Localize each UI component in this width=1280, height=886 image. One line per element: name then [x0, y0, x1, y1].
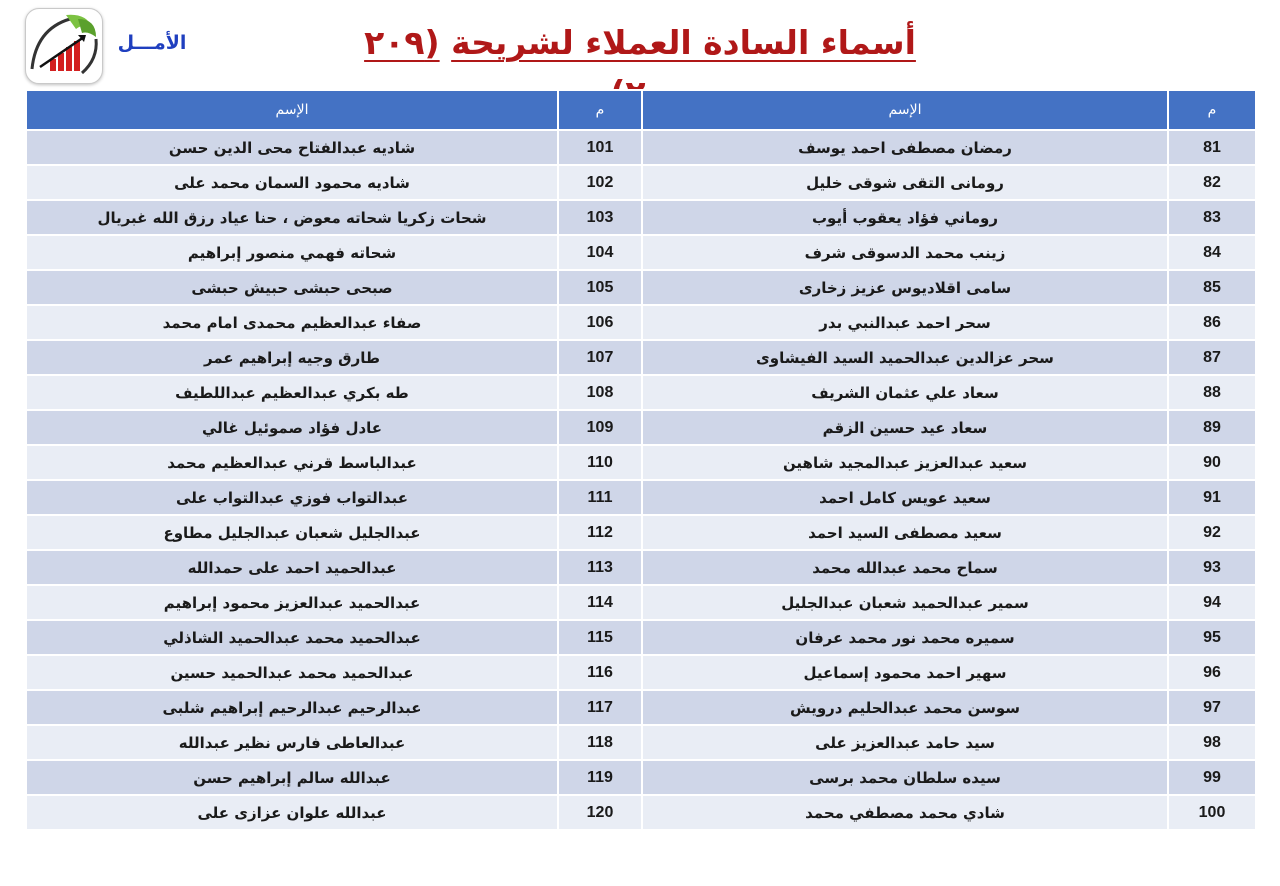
row-number: 100 — [1168, 795, 1256, 830]
row-number: 110 — [558, 445, 642, 480]
table-row — [26, 165, 1256, 200]
row-number: 91 — [1168, 480, 1256, 515]
col-header-name: الإسم — [642, 90, 1168, 130]
customer-name: سميره محمد نور محمد عرفان — [642, 620, 1168, 655]
row-number: 87 — [1168, 340, 1256, 375]
customer-name: سعاد علي عثمان الشريف — [642, 375, 1168, 410]
row-number: 114 — [558, 585, 642, 620]
row-number: 117 — [558, 690, 642, 725]
table-row — [26, 550, 1256, 585]
customer-name: شحاته فهمي منصور إبراهيم — [26, 235, 558, 270]
customer-name: عادل فؤاد صموئيل غالي — [26, 410, 558, 445]
row-number: 101 — [558, 130, 642, 165]
customer-name: سيد حامد عبدالعزيز على — [642, 725, 1168, 760]
customer-name: سعيد عبدالعزيز عبدالمجيد شاهين — [642, 445, 1168, 480]
row-number: 107 — [558, 340, 642, 375]
row-number: 96 — [1168, 655, 1256, 690]
row-number: 93 — [1168, 550, 1256, 585]
row-number: 118 — [558, 725, 642, 760]
customer-name: سهير احمد محمود إسماعيل — [642, 655, 1168, 690]
table-row — [26, 375, 1256, 410]
customer-name: شادي محمد مصطفي محمد — [642, 795, 1168, 830]
table-row — [26, 795, 1256, 830]
table-row — [26, 585, 1256, 620]
customer-name: رومانى التقى شوقى خليل — [642, 165, 1168, 200]
table-row — [26, 340, 1256, 375]
row-number: 98 — [1168, 725, 1256, 760]
customer-name: شحات زكريا شحاته معوض ، حنا عياد رزق الله غبريال — [26, 200, 558, 235]
customer-name: سوسن محمد عبدالحليم درويش — [642, 690, 1168, 725]
row-number: 89 — [1168, 410, 1256, 445]
row-number: 106 — [558, 305, 642, 340]
customer-name: سعيد مصطفى السيد احمد — [642, 515, 1168, 550]
row-number: 86 — [1168, 305, 1256, 340]
customer-name: عبدالله علوان عزازى على — [26, 795, 558, 830]
table-row — [26, 480, 1256, 515]
table-body — [26, 130, 1256, 830]
customer-name: عبدالرحيم عبدالرحيم إبراهيم شلبى — [26, 690, 558, 725]
row-number: 112 — [558, 515, 642, 550]
row-number: 113 — [558, 550, 642, 585]
row-number: 95 — [1168, 620, 1256, 655]
table-row — [26, 655, 1256, 690]
customers-table — [25, 89, 1257, 831]
customer-name: شاديه عبدالفتاح محى الدين حسن — [26, 130, 558, 165]
customer-name: زينب محمد الدسوقى شرف — [642, 235, 1168, 270]
customer-name: صبحى حبشى حبيش حبشى — [26, 270, 558, 305]
customer-name: روماني فؤاد يعقوب أيوب — [642, 200, 1168, 235]
page-title — [360, 18, 920, 68]
row-number: 97 — [1168, 690, 1256, 725]
row-number: 120 — [558, 795, 642, 830]
table-row — [26, 130, 1256, 165]
row-number: 115 — [558, 620, 642, 655]
customer-name: عبدالحميد احمد على حمدالله — [26, 550, 558, 585]
customer-name: سعيد عويس كامل احمد — [642, 480, 1168, 515]
customer-name: عبدالباسط قرني عبدالعظيم محمد — [26, 445, 558, 480]
row-number: 116 — [558, 655, 642, 690]
table-row — [26, 725, 1256, 760]
customer-name: طارق وجيه إبراهيم عمر — [26, 340, 558, 375]
title-main: أسماء السادة العملاء لشريحة — [451, 23, 916, 62]
table-row — [26, 445, 1256, 480]
customer-name: شاديه محمود السمان محمد على — [26, 165, 558, 200]
logo-emblem-icon — [26, 9, 102, 83]
customer-name: رمضان مصطفى احمد يوسف — [642, 130, 1168, 165]
table-row — [26, 235, 1256, 270]
table-row — [26, 200, 1256, 235]
row-number: 104 — [558, 235, 642, 270]
customer-name: سمير عبدالحميد شعبان عبدالجليل — [642, 585, 1168, 620]
row-number: 92 — [1168, 515, 1256, 550]
customer-name: عبدالله سالم إبراهيم حسن — [26, 760, 558, 795]
table-row — [26, 305, 1256, 340]
table-row — [26, 410, 1256, 445]
row-number: 83 — [1168, 200, 1256, 235]
row-number: 105 — [558, 270, 642, 305]
row-number: 81 — [1168, 130, 1256, 165]
row-number: 99 — [1168, 760, 1256, 795]
col-header-num: م — [1168, 90, 1256, 130]
logo — [25, 8, 103, 84]
table-row — [26, 515, 1256, 550]
customer-name: عبدالحميد محمد عبدالحميد الشاذلي — [26, 620, 558, 655]
title-category: (٢٠٩ — [364, 23, 440, 62]
customer-name: صفاء عبدالعظيم محمدى امام محمد — [26, 305, 558, 340]
row-number: 108 — [558, 375, 642, 410]
row-number: 90 — [1168, 445, 1256, 480]
table-row — [26, 760, 1256, 795]
row-number: 119 — [558, 760, 642, 795]
table-header-row — [26, 90, 1256, 130]
customer-name: عبدالحميد محمد عبدالحميد حسين — [26, 655, 558, 690]
row-number: 102 — [558, 165, 642, 200]
customer-name: عبدالتواب فوزي عبدالتواب على — [26, 480, 558, 515]
customer-name: سيده سلطان محمد برسى — [642, 760, 1168, 795]
customer-name: سماح محمد عبدالله محمد — [642, 550, 1168, 585]
customer-name: عبدالحميد عبدالعزيز محمود إبراهيم — [26, 585, 558, 620]
customer-name: سحر عزالدين عبدالحميد السيد الفيشاوى — [642, 340, 1168, 375]
col-header-name: الإسم — [26, 90, 558, 130]
row-number: 84 — [1168, 235, 1256, 270]
table-row — [26, 270, 1256, 305]
customer-name: سحر احمد عبدالنبي بدر — [642, 305, 1168, 340]
brand-name: الأمـــل — [117, 32, 187, 54]
customer-name: سعاد عيد حسين الزقم — [642, 410, 1168, 445]
row-number: 94 — [1168, 585, 1256, 620]
customer-name: عبدالجليل شعبان عبدالجليل مطاوع — [26, 515, 558, 550]
table-row — [26, 620, 1256, 655]
customer-name: سامى اقلاديوس عزيز زخارى — [642, 270, 1168, 305]
row-number: 111 — [558, 480, 642, 515]
row-number: 109 — [558, 410, 642, 445]
row-number: 85 — [1168, 270, 1256, 305]
col-header-num: م — [558, 90, 642, 130]
customer-name: عبدالعاطى فارس نظير عبدالله — [26, 725, 558, 760]
row-number: 103 — [558, 200, 642, 235]
row-number: 82 — [1168, 165, 1256, 200]
table-row — [26, 690, 1256, 725]
customer-name: طه بكري عبدالعظيم عبداللطيف — [26, 375, 558, 410]
row-number: 88 — [1168, 375, 1256, 410]
